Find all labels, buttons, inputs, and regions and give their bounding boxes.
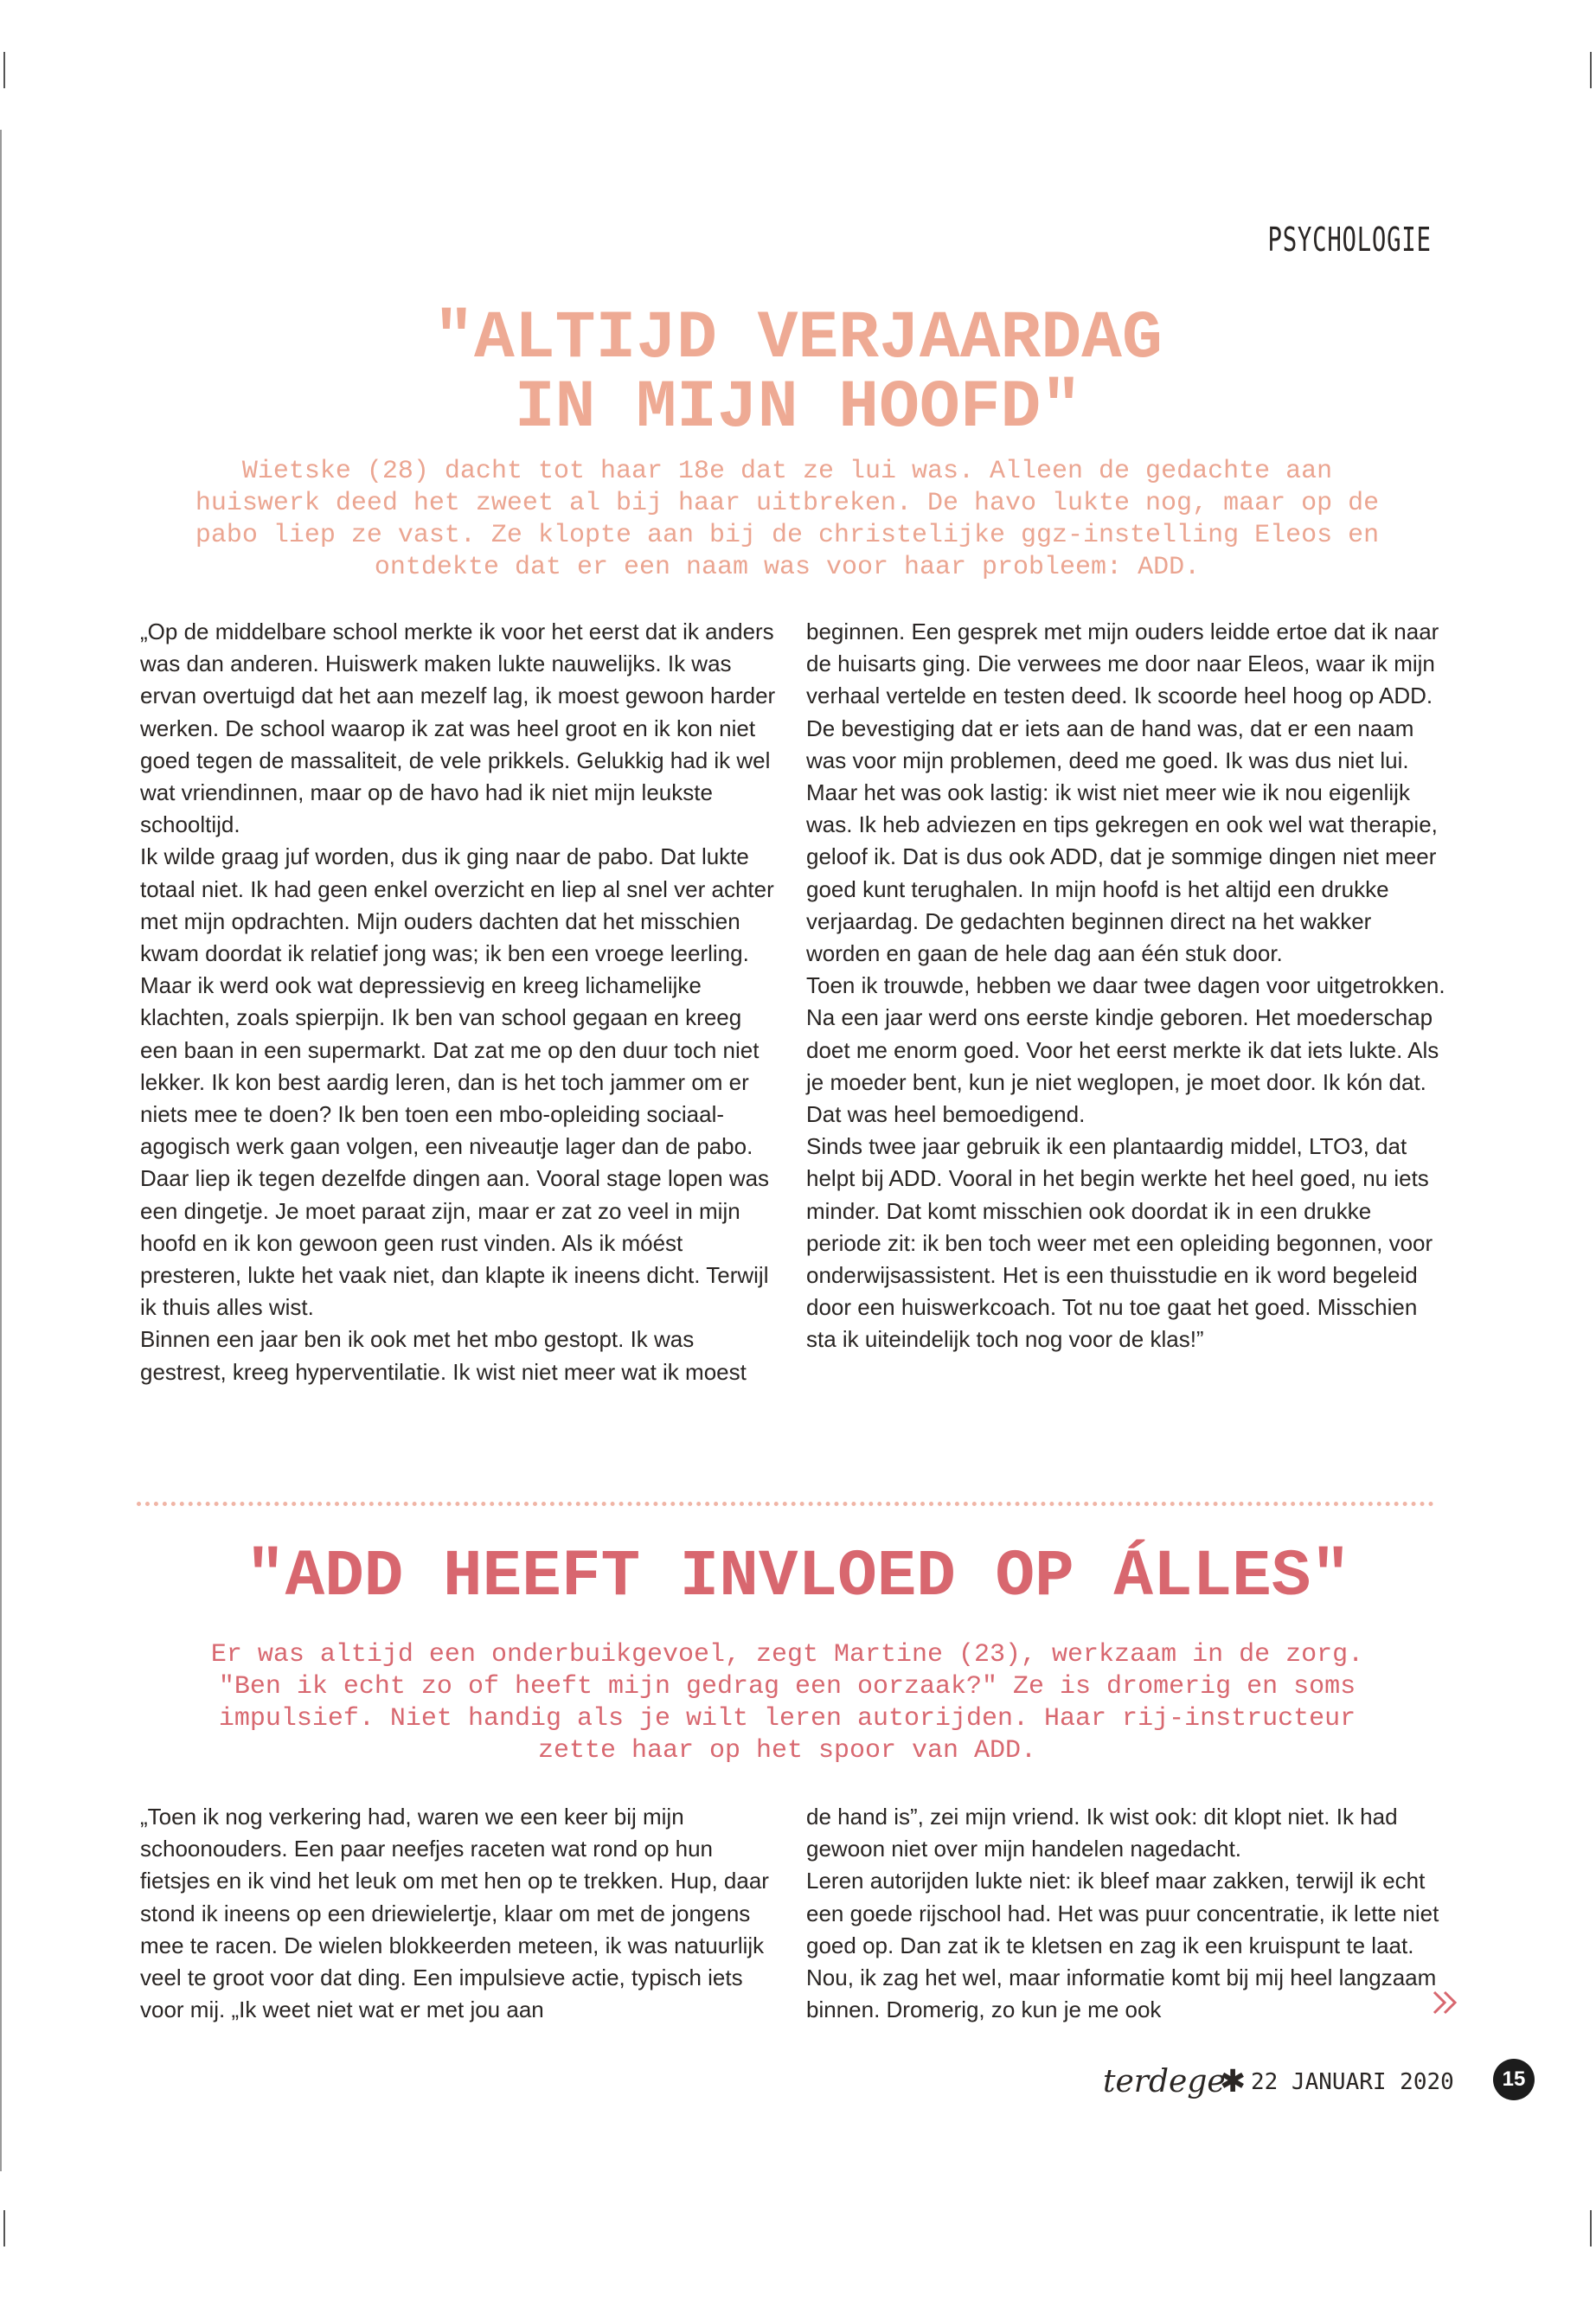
article2-column-left [140,1801,780,2026]
article1-column-right [806,616,1446,1356]
crop-mark-top-right [1590,52,1592,88]
crop-mark-top-left [3,52,5,88]
article2-lead: Er was altijd een onderbuikgevoel, zegt Martine (23), werkzaam in de zorg. "Ben ik echt zo of heeft mijn gedrag een oorzaak?" Ze is dromerig en soms impulsief. Niet handig als je wilt leren autorijden. Haar rij-instructeur zette haar op het spoor van ADD. [210,1640,1364,1766]
article1-title-line1: "ALTIJD VERJAARDAG [433,301,1163,377]
article1-title-line2: IN MIJN HOOFD" [514,370,1082,446]
footer-brand-logo: terdege [1103,2064,1226,2099]
article2-paragraph: „Toen ik nog verkering had, waren we een keer bij mijn schoonouders. Een paar neefjes raceten wat rond op hun fietsjes en ik vind het leuk om met hen op te trekken. Hup, daar stond ik ineens op een driewielertje, klaar om met de jongens mee te racen. De wielen blokkeerden meteen, ik was natuurlijk veel te groot voor dat ding. Een impulsieve actie, typisch iets voor mij. „Ik weet niet wat er met jou aan [140,1804,769,2023]
article1-lead: Wietske (28) dacht tot haar 18e dat ze lui was. Alleen de gedachte aan huiswerk deed het zweet al bij haar uitbreken. De havo lukte nog, maar op de pabo liep ze vast. Ze klopte aan bij de christelijke ggz-instelling Eleos en ontdekte dat er een naam was voor haar probleem: ADD. [195,457,1380,582]
page-number: 15 [1493,2059,1535,2100]
article1-paragraph: Binnen een jaar ben ik ook met het mbo gestopt. Ik was gestrest, kreeg hyperventilatie. Ik wist niet meer wat ik moest [140,1326,747,1385]
crop-mark-bottom-right [1590,2210,1592,2247]
dotted-divider [137,1502,1434,1506]
continue-arrows-icon [1429,1985,1464,2020]
article2-paragraph: de hand is”, zei mijn vriend. Ik wist ook: dit klopt niet. Ik had gewoon niet over mijn handelen nagedacht. [806,1804,1398,1862]
article1-paragraph: Ik wilde graag juf worden, dus ik ging naar de pabo. Dat lukte totaal niet. Ik had geen enkel overzicht en liep al snel ver achter met mijn opdrachten. Mijn ouders dachten dat het misschien kwam doordat ik relatief jong was; ik ben een vroege leerling. Maar ik werd ook wat depressievig en kreeg lichamelijke klachten, zoals spierpijn. Ik ben van school gegaan en kreeg een baan in een supermarkt. Dat zat me op den duur toch niet lekker. Ik kon best aardig leren, dan is het toch jammer om er niets mee te doen? Ik ben toen een mbo-opleiding sociaal-agogisch werk gaan volgen, een niveautje lager dan de pabo. Daar liep ik tegen dezelfde dingen aan. Vooral stage lopen was een dingetje. Je moet paraat zijn, maar er zat zo veel in mijn hoofd en ik kon gewoon geen rust vinden. Als ik móést presteren, lukte het vaak niet, dan klapte ik ineens dicht. Terwijl ik thuis alles wist. [140,843,774,1321]
article2-title: "ADD HEEFT INVLOED OP ÁLLES" [245,1540,1350,1614]
article1-column-left [140,616,780,1388]
footer-star-icon: ✱ [1220,2064,1247,2099]
article1-title [0,301,1596,446]
footer-date: 22 JANUARI 2020 [1251,2069,1454,2095]
article1-paragraph: beginnen. Een gesprek met mijn ouders leidde ertoe dat ik naar de huisarts ging. Die verwees me door naar Eleos, waar ik mijn verhaal vertelde en testen deed. Ik scoorde heel hoog op ADD. De bevestiging dat er iets aan de hand was, dat er een naam was voor mijn problemen, deed me goed. Ik was dus niet lui. Maar het was ook lastig: ik wist niet meer wie ik nou eigenlijk was. Ik heb adviezen en tips gekregen en ook wel wat therapie, geloof ik. Dat is dus ook ADD, dat je sommige dingen niet meer goed kunt terughalen. In mijn hoofd is het altijd een drukke verjaardag. De gedachten beginnen direct na het wakker worden en gaan de hele dag aan één stuk door. [806,619,1439,967]
section-label: PSYCHOLOGIE [1267,221,1432,259]
article2-paragraph: Leren autorijden lukte niet: ik bleef maar zakken, terwijl ik echt een goede rijschool had. Het was puur concentratie, ik lette niet goed op. Dan zat ik te kletsen en zag ik een kruispunt te laat. Nou, ik zag het wel, maar informatie komt bij mij heel langzaam binnen. Dromerig, zo kun je me ook [806,1868,1439,2023]
article2-column-right [806,1801,1446,2026]
article1-paragraph: Sinds twee jaar gebruik ik een plantaardig middel, LTO3, dat helpt bij ADD. Vooral in het begin werkte het heel goed, nu iets minder. Dat komt misschien ook doordat ik in een drukke periode zit: ik ben toch weer met een opleiding begonnen, voor onderwijsassistent. Het is een thuisstudie en ik word begeleid door een huiswerkcoach. Tot nu toe gaat het goed. Misschien sta ik uiteindelijk toch nog voor de klas!” [806,1133,1433,1353]
crop-mark-bottom-left [3,2210,5,2247]
article1-paragraph: Toen ik trouwde, hebben we daar twee dagen voor uitgetrokken. Na een jaar werd ons eerste kindje geboren. Het moederschap doet me enorm goed. Voor het eerst merkte ik dat iets lukte. Als je moeder bent, kun je niet weglopen, je moet door. Ik kón dat. Dat was heel bemoedigend. [806,972,1445,1128]
article1-paragraph: „Op de middelbare school merkte ik voor het eerst dat ik anders was dan anderen. Huiswerk maken lukte nauwelijks. Ik was ervan overtuigd dat het aan mezelf lag, ik moest gewoon harder werken. De school waarop ik zat was heel groot en ik kon niet goed tegen de massaliteit, de vele prikkels. Gelukkig had ik wel wat vriendinnen, maar op de havo had ik niet mijn leukste schooltijd. [140,619,776,838]
